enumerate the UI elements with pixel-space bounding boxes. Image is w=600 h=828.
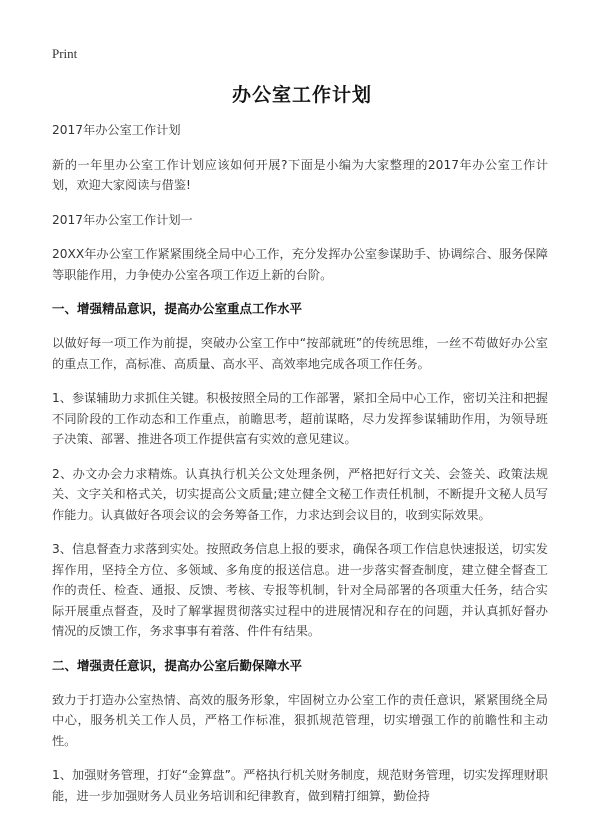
article-body bbox=[52, 120, 548, 820]
section2-item-1: 1、加强财务管理，打好“金算盘”。严格执行机关财务制度，规范财务管理，切实发挥理财职能，进一步加强财务人员业务培训和纪律教育，做到精打细算，勤俭持 bbox=[52, 768, 548, 803]
section1-item-1: 1、参谋辅助力求抓住关键。积极按照全局的工作部署，紧扣全局中心工作，密切关注和把握不同阶段的工作动态和工作重点，前瞻思考，超前谋略，尽力发挥参谋辅助作用，为领导班子决策、部署、推进各项工作提供富有实效的意见建议。 bbox=[52, 391, 548, 446]
section-heading-1: 一、增强精品意识，提高办公室重点工作水平 bbox=[52, 301, 303, 316]
section1-intro: 以做好每一项工作为前提，突破办公室工作中“按部就班”的传统思维，一丝不苟做好办公室的重点工作，高标准、高质量、高水平、高效率地完成各项工作任务。 bbox=[52, 336, 548, 371]
section1-item-2: 2、办文办会力求精炼。认真执行机关公文处理条例，严格把好行文关、会签关、政策法规关、文字关和格式关，切实提高公文质量;建立健全文秘工作责任机制，不断提升文秘人员写作能力。认真做好各项会议的会务筹备工作，力求达到会议目的，收到实际效果。 bbox=[52, 466, 548, 522]
section-heading-2: 二、增强责任意识，提高办公室后勤保障水平 bbox=[52, 657, 303, 673]
plan-heading: 2017年办公室工作计划一 bbox=[52, 212, 193, 227]
print-link[interactable]: Print bbox=[52, 46, 78, 61]
section1-item-3: 3、信息督查力求落到实处。按照政务信息上报的要求，确保各项工作信息快速报送，切实发挥作用，坚持全方位、多领域、多角度的报送信息。进一步落实督查制度，建立健全督查工作的责任、检查、通报、反馈、考核、专报等机制，针对全局部署的各项重大任务，结合实际开展重点督查，及时了解掌握贯彻落实过程中的进展情况和存在的问题，并认真抓好督办情况的反馈工作，务求事事有着落、件件有结果。 bbox=[52, 542, 548, 638]
section2-intro: 致力于打造办公室热情、高效的服务形象，牢固树立办公室工作的责任意识，紧紧围绕全局中心，服务机关工作人员，严格工作标准，狠抓规范管理，切实增强工作的前瞻性和主动性。 bbox=[52, 692, 548, 748]
intro-paragraph: 新的一年里办公室工作计划应该如何开展?下面是小编为大家整理的2017年办公室工作计划，欢迎大家阅读与借鉴! bbox=[52, 157, 548, 192]
plan-intro-paragraph: 20XX年办公室工作紧紧围绕全局中心工作，充分发挥办公室参谋助手、协调综合、服务保障等职能作用，力争使办公室各项工作迈上新的台阶。 bbox=[52, 247, 548, 282]
page-title: 办公室工作计划 bbox=[231, 84, 372, 106]
article-subtitle: 2017年办公室工作计划 bbox=[52, 123, 181, 137]
